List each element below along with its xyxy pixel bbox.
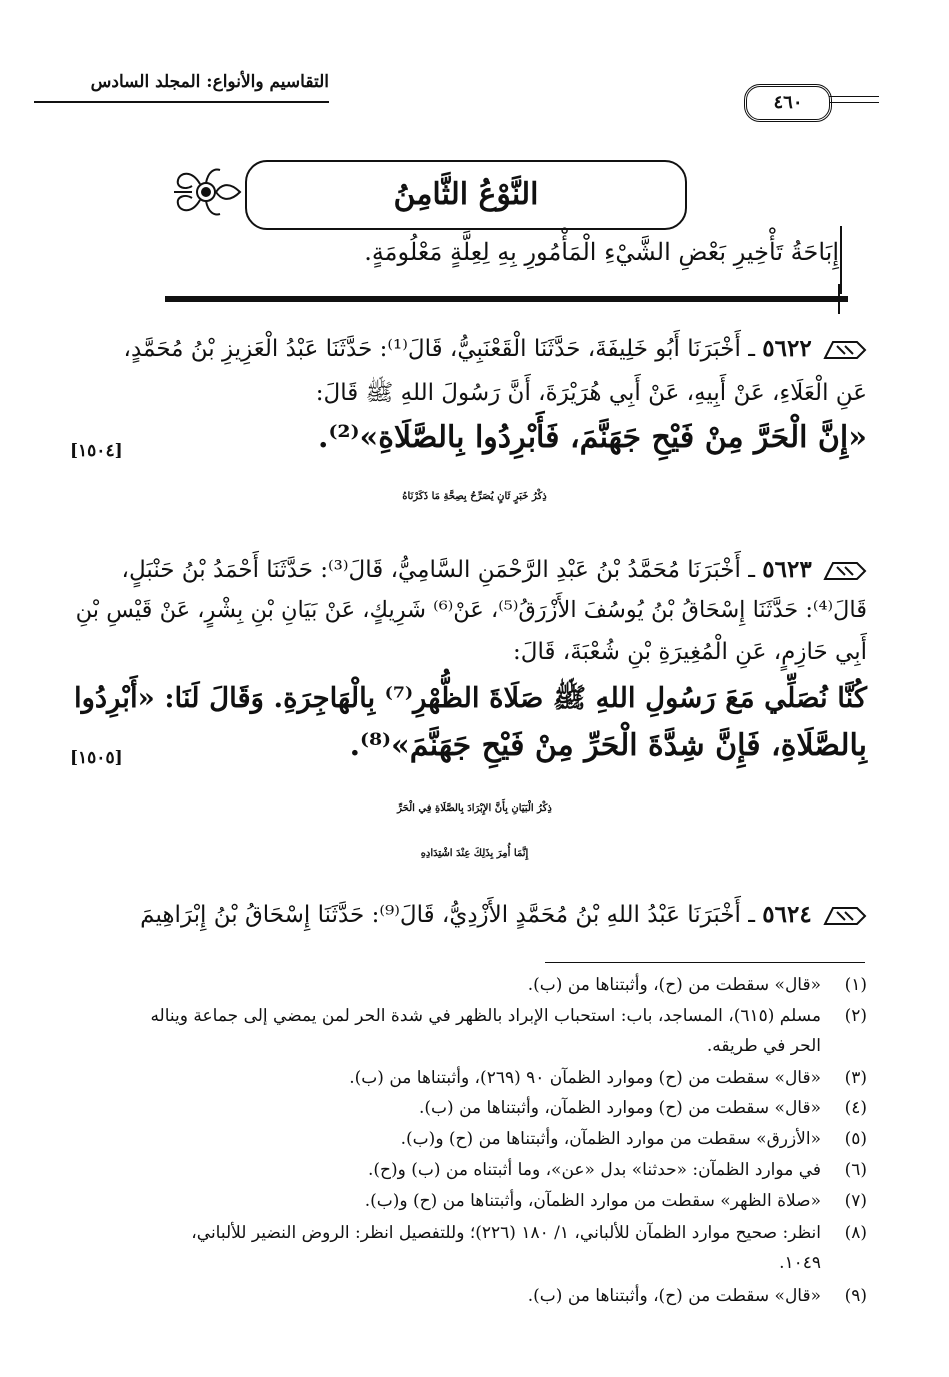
- hadith-5623-ref: [١٥٠٥]: [70, 748, 123, 768]
- chapter-subtitle: إِبَاحَةُ تَأْخِيرِ بَعْضِ الشَّيْءِ الْمَأْمُورِ بِهِ لِعِلَّةٍ مَعْلُومَةٍ.: [364, 238, 839, 266]
- footnote-text: انظر: صحيح موارد الظمآن للألباني، ١/ ١٨٠ (٢٢٦)؛ وللتفصيل انظر: الروض النضير للألباني،: [191, 1223, 821, 1243]
- hadith-marker-icon: [823, 338, 867, 362]
- footnote-number: (١): [844, 975, 867, 995]
- hadith-isnad: ـ أَخْبَرَنَا عَبْدُ اللهِ بْنُ مُحَمَّدٍ الأَزْدِيُّ، قَالَ⁽⁹⁾: حَدَّثَنَا إِسْحَاقُ بْنُ إِبْرَاهِيمَ: [140, 902, 755, 928]
- footnote-number: (٩): [844, 1286, 867, 1306]
- running-title: التقاسيم والأنواع: المجلد السادس: [90, 72, 329, 92]
- footnote-text: «الأزرق» سقطت من موارد الظمآن، وأثبتناها من (ح) و(ب).: [400, 1129, 821, 1149]
- hadith-number: ٥٦٢٤: [762, 901, 812, 928]
- hadith-5624-line1: [140, 901, 867, 928]
- header-rule-right-bottom: [829, 102, 879, 103]
- hadith-5623-line3: أَبِي حَازِمٍ، عَنِ الْمُغِيرَةِ بْنِ شُعْبَةَ، قَالَ:: [513, 639, 867, 665]
- footnote-text: «قال» سقطت من (ح) وموارد الظمآن، وأثبتناها من (ب).: [419, 1098, 821, 1118]
- hadith-5623-line2: قَالَ⁽⁴⁾: حَدَّثَنَا إِسْحَاقُ بْنُ يُوسُفَ الأَزْرَقُ⁽⁵⁾، عَنْ⁽⁶⁾ شَرِيكٍ، عَنْ بَيَانِ بْنِ بِشْرٍ، عَنْ قَيْسِ بْنِ: [75, 597, 867, 623]
- chapter-title: النَّوْعُ الثَّامِنُ: [245, 160, 687, 230]
- hadith-marker-icon: [823, 559, 867, 583]
- hadith-5622-line1: [124, 335, 867, 362]
- hadith-5622-ref: [١٥٠٤]: [70, 441, 123, 461]
- section-heading-line2: إِنَّمَا أُمِرَ بِذَلِكَ عِنْدَ اشْتِدَادِهِ: [420, 848, 529, 859]
- footnote-text: «قال» سقطت من (ح)، وأثبتناها من (ب).: [527, 1286, 821, 1306]
- footnote-number: (٨): [844, 1223, 867, 1243]
- hadith-marker-icon: [823, 904, 867, 928]
- footnote-number: (٣): [844, 1068, 867, 1088]
- hadith-5623-matn1: كُنَّا نُصَلِّي مَعَ رَسُولِ اللهِ ﷺ صَلَاةَ الظُّهْرِ⁽⁷⁾ بِالْهَاجِرَةِ. وَقَالَ لَنَا: «أَبْرِدُوا: [73, 682, 867, 714]
- footnote-text: «قال» سقطت من (ح) وموارد الظمآن ٩٠ (٢٦٩)، وأثبتناها من (ب).: [349, 1068, 821, 1088]
- hadith-isnad: ـ أَخْبَرَنَا مُحَمَّدُ بْنُ عَبْدِ الرَّحْمَنِ السَّامِيُّ، قَالَ⁽³⁾: حَدَّثَنَا أَحْمَدُ بْنُ حَنْبَلٍ،: [121, 557, 755, 583]
- page-number: ٤٦٠: [744, 84, 832, 122]
- footnote-text-cont: الحر في طريقه.: [706, 1036, 821, 1056]
- footnote-text: في موارد الظمآن: «حدثنا» بدل «عن»، وما أثبتناه من (ب) و(ح).: [367, 1160, 821, 1180]
- header-rule-right-top: [829, 96, 879, 97]
- hadith-5622-line2: عَنِ الْعَلَاءِ، عَنْ أَبِيهِ، عَنْ أَبِي هُرَيْرَةَ، أَنَّ رَسُولَ اللهِ ﷺ قَالَ:: [315, 380, 867, 406]
- footnote-number: (٦): [844, 1160, 867, 1180]
- footnote-number: (٥): [844, 1129, 867, 1149]
- footnote-text: مسلم (٦١٥)، المساجد، باب: استحباب الإبراد بالظهر في شدة الحر لمن يمضي إلى جماعة ويناله: [150, 1006, 821, 1026]
- hadith-isnad: ـ أَخْبَرَنَا أَبُو خَلِيفَةَ، حَدَّثَنَا الْقَعْنَبِيُّ، قَالَ⁽¹⁾: حَدَّثَنَا عَبْدُ الْعَزِيزِ بْنُ مُحَمَّدٍ،: [123, 336, 755, 362]
- footnote-text: «قال» سقطت من (ح)، وأثبتناها من (ب).: [527, 975, 821, 995]
- hadith-5623-matn2: بِالصَّلَاةِ، فَإِنَّ شِدَّةَ الْحَرِّ مِنْ فَيْحِ جَهَنَّمَ»⁽⁸⁾.: [349, 728, 867, 763]
- hadith-5622-matn: «إِنَّ الْحَرَّ مِنْ فَيْحِ جَهَنَّمَ، فَأَبْرِدُوا بِالصَّلَاةِ»⁽²⁾.: [318, 420, 867, 455]
- footnote-number: (٧): [844, 1191, 867, 1211]
- chapter-rule: [165, 296, 848, 302]
- hadith-number: ٥٦٢٢: [762, 335, 812, 362]
- section-heading: ذِكْرُ خَبَرٍ ثَانٍ يُصَرِّحُ بِصِحَّةِ مَا ذَكَرْنَاهُ: [402, 491, 547, 502]
- chapter-rule-tick: [838, 284, 840, 314]
- footnote-text-cont: ١٠٤٩.: [779, 1253, 821, 1273]
- hadith-number: ٥٦٢٣: [762, 556, 812, 583]
- footnote-rule: [545, 962, 865, 963]
- hadith-5623-line1: [122, 556, 867, 583]
- footnote-text: «صلاة الظهر» سقطت من موارد الظمآن، وأثبتناها من (ح) و(ب).: [364, 1191, 821, 1211]
- footnote-number: (٢): [844, 1006, 867, 1026]
- header-rule-left: [34, 101, 329, 103]
- section-heading-line1: ذِكْرُ الْبَيَانِ بِأَنَّ الإِبْرَادَ بِالصَّلَاةِ فِي الْحَرِّ: [397, 803, 552, 814]
- arabesque-ornament-icon: [170, 162, 242, 222]
- footnote-number: (٤): [844, 1098, 867, 1118]
